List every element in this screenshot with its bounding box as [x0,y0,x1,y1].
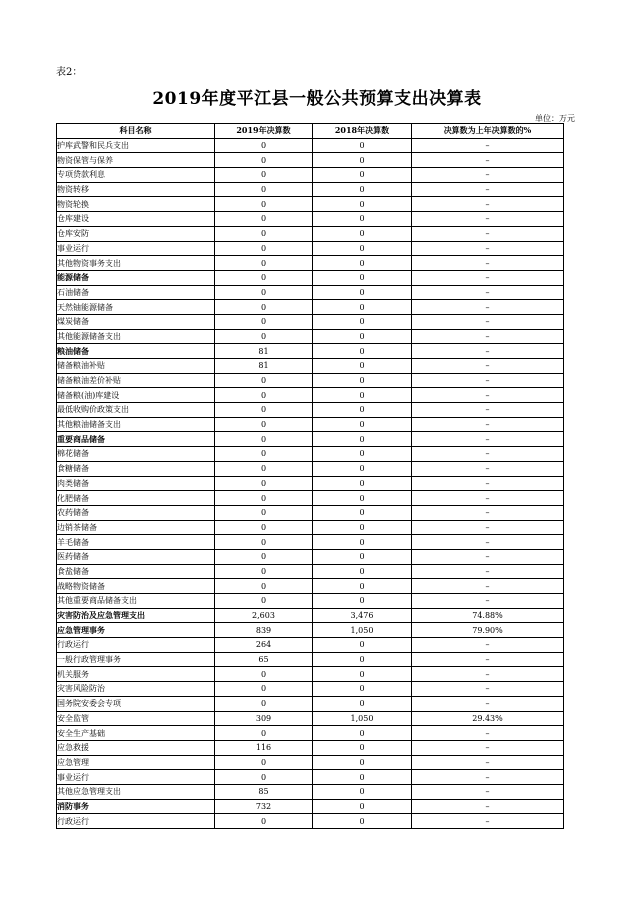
row-2019-value: 264 [215,638,313,653]
row-subject-name: 其他应急管理支出 [57,784,215,799]
table-row [57,814,564,829]
row-2018-value: 0 [313,520,412,535]
row-ratio-value: 79.90% [412,623,564,638]
row-ratio-value: – [412,403,564,418]
row-ratio-value: 29.43% [412,711,564,726]
table-row [57,770,564,785]
table-row [57,726,564,741]
row-2018-value: 0 [313,579,412,594]
row-2019-value: 0 [215,285,313,300]
row-2018-value: 0 [313,740,412,755]
row-ratio-value: – [412,359,564,374]
row-ratio-value: – [412,476,564,491]
row-ratio-value: – [412,314,564,329]
row-2018-value: 0 [313,153,412,168]
header-subject-name: 科目名称 [57,124,215,139]
row-2018-value: 0 [313,182,412,197]
row-2018-value: 0 [313,241,412,256]
row-ratio-value: – [412,182,564,197]
row-subject-name: 羊毛储备 [57,535,215,550]
row-subject-name: 安全生产基础 [57,726,215,741]
row-ratio-value: – [412,491,564,506]
table-row [57,505,564,520]
row-subject-name: 国务院安委会专项 [57,696,215,711]
table-row [57,373,564,388]
table-row [57,608,564,623]
row-subject-name: 机关服务 [57,667,215,682]
row-subject-name: 事业运行 [57,770,215,785]
row-2019-value: 0 [215,520,313,535]
row-ratio-value: – [412,784,564,799]
table-row [57,682,564,697]
row-2018-value: 0 [313,491,412,506]
row-2019-value: 0 [215,432,313,447]
row-2018-value: 0 [313,505,412,520]
table-row [57,755,564,770]
row-2018-value: 0 [313,476,412,491]
row-subject-name: 事业运行 [57,241,215,256]
row-ratio-value: – [412,579,564,594]
row-ratio-value: – [412,564,564,579]
table-row [57,138,564,153]
row-2019-value: 732 [215,799,313,814]
table-row [57,491,564,506]
row-2019-value: 0 [215,461,313,476]
row-ratio-value: – [412,740,564,755]
unit-label: 单位：万元 [535,114,575,123]
row-subject-name: 边销茶储备 [57,520,215,535]
row-subject-name: 战略物资储备 [57,579,215,594]
table-row [57,256,564,271]
row-ratio-value: – [412,344,564,359]
row-ratio-value: – [412,667,564,682]
row-subject-name: 食糖储备 [57,461,215,476]
row-2018-value: 0 [313,799,412,814]
row-2019-value: 0 [215,814,313,829]
row-subject-name: 重要商品储备 [57,432,215,447]
row-2018-value: 0 [313,726,412,741]
row-2019-value: 0 [215,329,313,344]
row-ratio-value: – [412,168,564,183]
row-ratio-value: – [412,226,564,241]
row-2018-value: 0 [313,417,412,432]
table-row [57,696,564,711]
row-2019-value: 0 [215,168,313,183]
row-2018-value: 0 [313,461,412,476]
table-row [57,579,564,594]
table-row [57,182,564,197]
row-ratio-value: – [412,594,564,609]
row-ratio-value: – [412,329,564,344]
page-title: 2019年度平江县一般公共预算支出决算表 [152,89,482,109]
row-2019-value: 0 [215,505,313,520]
row-2019-value: 85 [215,784,313,799]
row-subject-name: 安全监管 [57,711,215,726]
row-2018-value: 1,050 [313,711,412,726]
row-subject-name: 消防事务 [57,799,215,814]
row-2019-value: 0 [215,726,313,741]
row-subject-name: 食盐储备 [57,564,215,579]
table-row [57,447,564,462]
row-2019-value: 0 [215,447,313,462]
row-2019-value: 2,603 [215,608,313,623]
row-2018-value: 0 [313,359,412,374]
row-ratio-value: 74.88% [412,608,564,623]
table-header-row [57,124,564,139]
table-row [57,417,564,432]
row-ratio-value: – [412,447,564,462]
table-row [57,432,564,447]
row-2019-value: 0 [215,579,313,594]
row-ratio-value: – [412,682,564,697]
table-caption: 表2： [56,67,83,78]
row-ratio-value: – [412,417,564,432]
row-subject-name: 天然铀能源储备 [57,300,215,315]
row-subject-name: 物资保管与保养 [57,153,215,168]
row-2019-value: 116 [215,740,313,755]
row-2018-value: 0 [313,594,412,609]
table-row [57,461,564,476]
row-ratio-value: – [412,373,564,388]
row-2019-value: 81 [215,344,313,359]
row-ratio-value: – [412,549,564,564]
table-row [57,403,564,418]
row-2018-value: 0 [313,682,412,697]
table-row [57,476,564,491]
row-subject-name: 护库武警和民兵支出 [57,138,215,153]
row-2018-value: 0 [313,447,412,462]
row-ratio-value: – [412,505,564,520]
row-ratio-value: – [412,432,564,447]
row-2019-value: 0 [215,314,313,329]
row-subject-name: 仓库建设 [57,212,215,227]
row-subject-name: 其他重要商品储备支出 [57,594,215,609]
row-2019-value: 0 [215,564,313,579]
table-row [57,212,564,227]
row-subject-name: 其他粮油储备支出 [57,417,215,432]
row-ratio-value: – [412,300,564,315]
table-row [57,784,564,799]
row-2019-value: 0 [215,388,313,403]
row-2019-value: 0 [215,197,313,212]
row-ratio-value: – [412,212,564,227]
row-2018-value: 0 [313,549,412,564]
row-2018-value: 0 [313,403,412,418]
row-2018-value: 0 [313,638,412,653]
table-row [57,564,564,579]
row-2018-value: 0 [313,770,412,785]
row-subject-name: 应急管理 [57,755,215,770]
table-body [57,138,564,828]
table-row [57,197,564,212]
row-2019-value: 0 [215,153,313,168]
table-row [57,153,564,168]
row-subject-name: 粮油储备 [57,344,215,359]
row-subject-name: 储备粮油差价补贴 [57,373,215,388]
row-subject-name: 仓库安防 [57,226,215,241]
row-subject-name: 物资转移 [57,182,215,197]
row-subject-name: 储备粮油补贴 [57,359,215,374]
row-2018-value: 0 [313,564,412,579]
row-ratio-value: – [412,814,564,829]
row-2019-value: 0 [215,491,313,506]
row-2019-value: 0 [215,417,313,432]
row-2018-value: 3,476 [313,608,412,623]
table-row [57,344,564,359]
row-subject-name: 行政运行 [57,814,215,829]
row-2019-value: 0 [215,403,313,418]
table-row [57,270,564,285]
header-2018-final: 2018年决算数 [313,124,412,139]
table-row [57,241,564,256]
table-row [57,388,564,403]
row-2018-value: 0 [313,755,412,770]
row-2018-value: 0 [313,667,412,682]
row-subject-name: 煤炭储备 [57,314,215,329]
row-subject-name: 应急救援 [57,740,215,755]
table-row [57,549,564,564]
row-2018-value: 0 [313,314,412,329]
row-2018-value: 0 [313,212,412,227]
table-row [57,520,564,535]
table-row [57,226,564,241]
row-2018-value: 0 [313,814,412,829]
table-row [57,329,564,344]
table-row [57,314,564,329]
row-2019-value: 65 [215,652,313,667]
row-subject-name: 棉花储备 [57,447,215,462]
row-2018-value: 0 [313,300,412,315]
row-ratio-value: – [412,270,564,285]
table-row [57,799,564,814]
row-2019-value: 0 [215,373,313,388]
table-row [57,652,564,667]
row-2018-value: 0 [313,168,412,183]
row-2018-value: 0 [313,784,412,799]
row-ratio-value: – [412,726,564,741]
row-subject-name: 肉类储备 [57,476,215,491]
row-2018-value: 0 [313,373,412,388]
row-2018-value: 0 [313,432,412,447]
row-subject-name: 一般行政管理事务 [57,652,215,667]
row-subject-name: 农药储备 [57,505,215,520]
row-2018-value: 0 [313,652,412,667]
row-ratio-value: – [412,770,564,785]
table-row [57,359,564,374]
row-ratio-value: – [412,256,564,271]
row-2019-value: 0 [215,226,313,241]
row-2019-value: 0 [215,770,313,785]
row-2018-value: 0 [313,270,412,285]
row-ratio-value: – [412,799,564,814]
row-2019-value: 0 [215,182,313,197]
table-row [57,285,564,300]
row-2019-value: 0 [215,594,313,609]
row-subject-name: 物资轮换 [57,197,215,212]
table-row [57,623,564,638]
row-subject-name: 储备粮(油)库建设 [57,388,215,403]
row-subject-name: 其他物资事务支出 [57,256,215,271]
row-2018-value: 0 [313,344,412,359]
row-2019-value: 0 [215,535,313,550]
row-subject-name: 能源储备 [57,270,215,285]
budget-table [56,123,564,829]
row-2018-value: 0 [313,535,412,550]
row-2019-value: 0 [215,549,313,564]
row-2019-value: 0 [215,476,313,491]
row-ratio-value: – [412,461,564,476]
table-row [57,740,564,755]
table-row [57,300,564,315]
row-subject-name: 行政运行 [57,638,215,653]
row-subject-name: 其他能源储备支出 [57,329,215,344]
row-ratio-value: – [412,652,564,667]
table-row [57,594,564,609]
row-2019-value: 0 [215,270,313,285]
row-ratio-value: – [412,755,564,770]
row-subject-name: 石油储备 [57,285,215,300]
row-ratio-value: – [412,241,564,256]
table-row [57,168,564,183]
row-ratio-value: – [412,535,564,550]
row-ratio-value: – [412,197,564,212]
row-ratio-value: – [412,696,564,711]
row-2019-value: 0 [215,667,313,682]
row-2019-value: 0 [215,755,313,770]
row-2019-value: 309 [215,711,313,726]
row-subject-name: 灾害防治及应急管理支出 [57,608,215,623]
row-ratio-value: – [412,520,564,535]
row-ratio-value: – [412,138,564,153]
row-ratio-value: – [412,153,564,168]
header-2019-final: 2019年决算数 [215,124,313,139]
row-2019-value: 839 [215,623,313,638]
row-subject-name: 医药储备 [57,549,215,564]
row-2018-value: 0 [313,226,412,241]
row-2018-value: 0 [313,256,412,271]
row-2018-value: 0 [313,197,412,212]
row-2019-value: 81 [215,359,313,374]
row-subject-name: 灾害风险防治 [57,682,215,697]
row-subject-name: 化肥储备 [57,491,215,506]
row-ratio-value: – [412,638,564,653]
table-row [57,535,564,550]
row-2019-value: 0 [215,256,313,271]
row-ratio-value: – [412,285,564,300]
row-2019-value: 0 [215,696,313,711]
row-2019-value: 0 [215,682,313,697]
row-subject-name: 专项贷款利息 [57,168,215,183]
table-row [57,711,564,726]
row-subject-name: 应急管理事务 [57,623,215,638]
row-2019-value: 0 [215,212,313,227]
row-2018-value: 1,050 [313,623,412,638]
row-ratio-value: – [412,388,564,403]
row-2018-value: 0 [313,138,412,153]
row-2018-value: 0 [313,329,412,344]
row-2019-value: 0 [215,241,313,256]
table-row [57,638,564,653]
row-2018-value: 0 [313,696,412,711]
table-row [57,667,564,682]
header-ratio: 决算数为上年决算数的% [412,124,564,139]
row-2019-value: 0 [215,138,313,153]
row-subject-name: 最低收购价政策支出 [57,403,215,418]
row-2019-value: 0 [215,300,313,315]
row-2018-value: 0 [313,388,412,403]
row-2018-value: 0 [313,285,412,300]
